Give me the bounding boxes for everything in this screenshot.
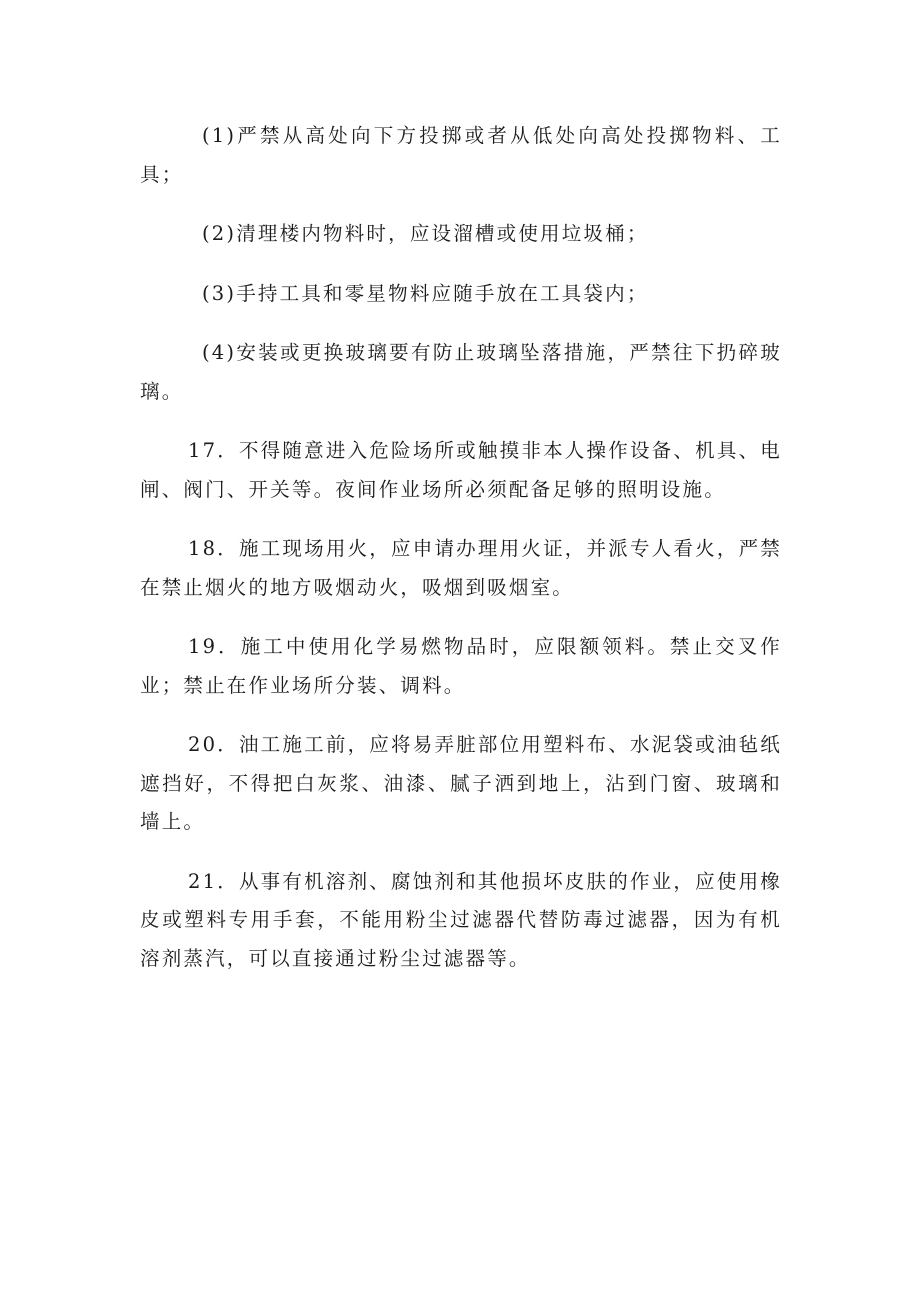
paragraph-item-18: 18．施工现场用火，应申请办理用火证，并派专人看火，严禁在禁止烟火的地方吸烟动火，吸烟到吸烟室。 [140, 537, 782, 599]
document-page [140, 117, 782, 999]
paragraph-sub-1: (1)严禁从高处向下方投掷或者从低处向高处投掷物料、工具； [140, 124, 782, 186]
paragraph-item-17: 17．不得随意进入危险场所或触摸非本人操作设备、机具、电闸、阀门、开关等。夜间作业场所必须配备足够的照明设施。 [140, 439, 782, 501]
paragraph-sub-2: (2)清理楼内物料时，应设溜槽或使用垃圾桶； [202, 222, 649, 245]
paragraph-sub-3: (3)手持工具和零星物料应随手放在工具袋内； [202, 281, 649, 305]
paragraph-item-21: 21．从事有机溶剂、腐蚀剂和其他损坏皮肤的作业，应使用橡皮或塑料专用手套，不能用粉尘过滤器代替防毒过滤器，因为有机溶剂蒸汽，可以直接通过粉尘过滤器等。 [140, 869, 782, 970]
paragraph-sub-4: (4)安装或更换玻璃要有防止玻璃坠落措施，严禁往下扔碎玻璃。 [140, 341, 782, 403]
paragraph-item-20: 20．油工施工前，应将易弄脏部位用塑料布、水泥袋或油毡纸遮挡好，不得把白灰浆、油漆、腻子洒到地上，沾到门窗、玻璃和墙上。 [140, 733, 782, 833]
paragraph-item-19: 19．施工中使用化学易燃物品时，应限额领料。禁止交叉作业；禁止在作业场所分装、调料。 [140, 635, 782, 697]
